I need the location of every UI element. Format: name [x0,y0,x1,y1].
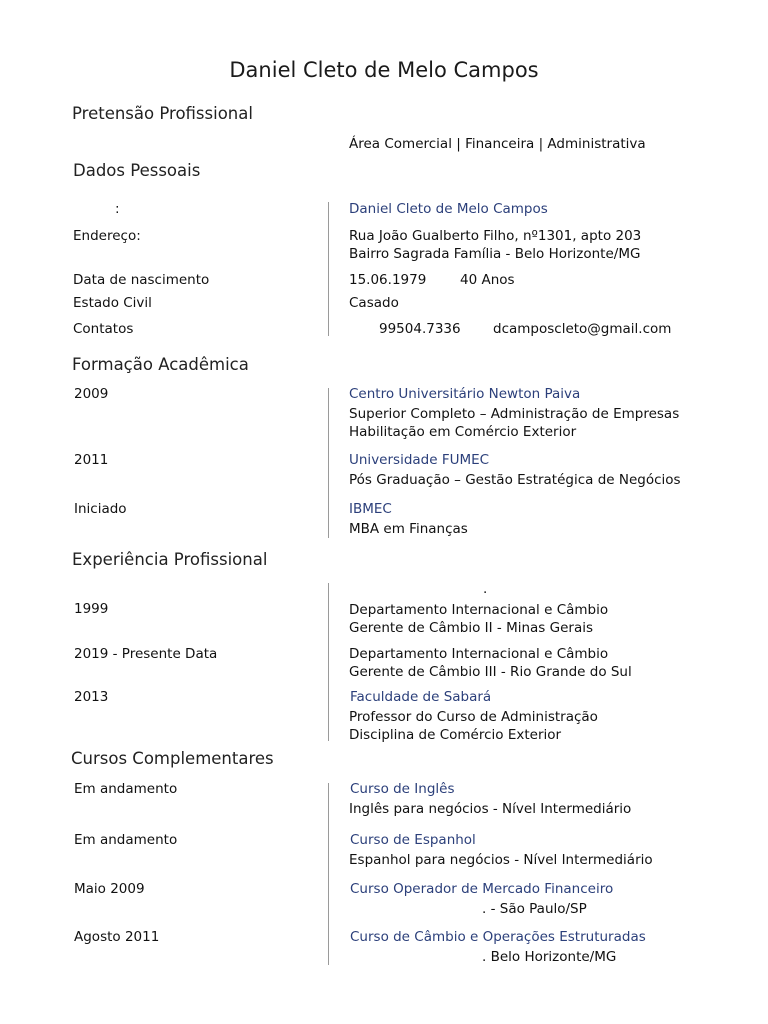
education-degree: Pós Graduação – Gestão Estratégica de Negócios [349,472,681,488]
objective-areas: Área Comercial | Financeira | Administrativa [349,136,646,152]
course-detail: Inglês para negócios - Nível Intermediário [349,801,632,817]
experience-date: 1999 [74,601,109,617]
contacts-label: Contatos [73,321,134,337]
course-title: Curso de Inglês [350,781,455,797]
experience-divider [328,583,329,741]
education-institution: IBMEC [349,501,392,517]
course-detail: . - São Paulo/SP [482,901,587,917]
birth-label: Data de nascimento [73,272,210,288]
course-date: Agosto 2011 [74,929,160,945]
phone: 99504.7336 [379,321,461,337]
education-date: 2009 [74,386,109,402]
education-degree: Superior Completo – Administração de Empresas [349,406,680,422]
objective-heading: Pretensão Profissional [72,104,253,123]
resume-name: Daniel Cleto de Melo Campos [229,58,539,82]
course-date: Em andamento [74,781,178,797]
education-heading: Formação Acadêmica [72,355,249,374]
civil-label: Estado Civil [73,295,152,311]
experience-date: 2013 [74,689,109,705]
experience-date: 2019 - Presente Data [74,646,218,662]
experience-department: Departamento Internacional e Câmbio [349,602,609,618]
birth-date: 15.06.1979 [349,272,427,288]
education-date: 2011 [74,452,109,468]
address-line1: Rua João Gualberto Filho, nº1301, apto 203 [349,228,642,244]
address-line2: Bairro Sagrada Família - Belo Horizonte/MG [349,246,641,262]
address-label: Endereço: [73,228,141,244]
email: dcamposcleto@gmail.com [493,321,672,337]
course-title: Curso de Câmbio e Operações Estruturadas [350,929,646,945]
civil-value: Casado [349,295,399,311]
experience-subject: Disciplina de Comércio Exterior [349,727,562,743]
education-institution: Universidade FUMEC [349,452,490,468]
name-label: : [115,201,120,217]
experience-department: Departamento Internacional e Câmbio [349,646,609,662]
course-detail: Espanhol para negócios - Nível Intermediário [349,852,653,868]
education-date: Iniciado [74,501,127,517]
course-date: Em andamento [74,832,178,848]
experience-role: Professor do Curso de Administração [349,709,598,725]
age: 40 Anos [460,272,515,288]
name-value: Daniel Cleto de Melo Campos [349,201,548,217]
personal-divider [328,202,329,336]
education-degree: MBA em Finanças [349,521,468,537]
experience-institution: Faculdade de Sabará [350,689,492,705]
courses-divider [328,783,329,965]
course-date: Maio 2009 [74,881,145,897]
experience-dot: . [483,581,488,597]
course-detail: . Belo Horizonte/MG [482,949,617,965]
experience-role: Gerente de Câmbio II - Minas Gerais [349,620,594,636]
experience-heading: Experiência Profissional [72,550,268,569]
course-title: Curso de Espanhol [350,832,476,848]
education-specialization: Habilitação em Comércio Exterior [349,424,577,440]
course-title: Curso Operador de Mercado Financeiro [350,881,614,897]
education-institution: Centro Universitário Newton Paiva [349,386,581,402]
courses-heading: Cursos Complementares [71,749,274,768]
experience-role: Gerente de Câmbio III - Rio Grande do Sul [349,664,632,680]
personal-heading: Dados Pessoais [73,161,201,180]
education-divider [328,388,329,538]
